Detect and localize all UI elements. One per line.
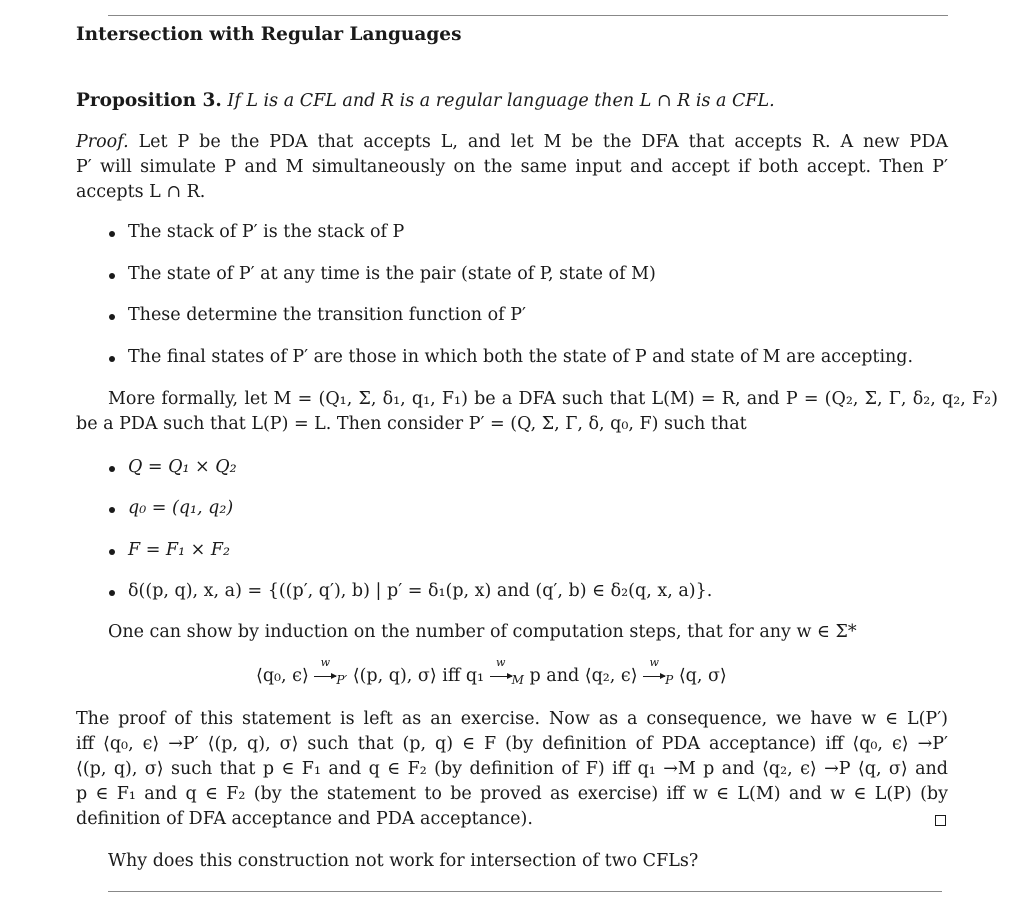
display-sub-2: M xyxy=(511,673,524,687)
bullet-dot xyxy=(109,273,115,279)
display-left: ⟨q₀, ϵ⟩ xyxy=(256,666,309,686)
qed-square-icon xyxy=(935,815,946,826)
proposition xyxy=(76,90,775,111)
bullet-dot xyxy=(109,356,115,362)
proof-line-3: accepts L ∩ R. xyxy=(76,182,206,202)
right-arrow-icon: w xyxy=(643,666,665,686)
display-right: ⟨q, σ⟩ xyxy=(678,666,727,686)
formal-line-2: be a PDA such that L(P) = L. Then consider P′ = (Q, Σ, Γ, δ, q₀, F) such that xyxy=(76,414,747,434)
bullet-item: These determine the transition function of P′ xyxy=(128,305,526,325)
bullet-item: The final states of P′ are those in which both the state of P and state of M are accepting. xyxy=(128,347,914,367)
conclusion-line-2: iff ⟨q₀, ϵ⟩ →P′ ⟨(p, q), σ⟩ such that (p, q) ∈ F (by definition of PDA acceptance) iff ⟨q₀, ϵ⟩ →P′ xyxy=(76,734,948,754)
conclusion-line-4: p ∈ F₁ and q ∈ F₂ (by the statement to be proved as exercise) iff w ∈ L(M) and w ∈ L(P) (by xyxy=(76,784,948,804)
display-sub-1: P′ xyxy=(336,673,348,687)
proof-text-1: Let P be the PDA that accepts L, and let M be the DFA that accepts R. A new PDA xyxy=(138,132,948,152)
right-arrow-icon: w xyxy=(490,666,512,686)
bullet-dot xyxy=(109,549,115,555)
bottom-rule xyxy=(108,891,942,892)
proof-label: Proof. xyxy=(76,132,129,152)
display-sub-3: P xyxy=(665,673,674,687)
bullet-dot xyxy=(109,466,115,472)
right-arrow-icon: w xyxy=(314,666,336,686)
bullet-dot xyxy=(109,231,115,237)
bullet-item: The stack of P′ is the stack of P xyxy=(128,222,405,242)
closing-question: Why does this construction not work for intersection of two CFLs? xyxy=(108,851,699,871)
bullet-item: δ((p, q), x, a) = {((p′, q′), b) | p′ = δ₁(p, x) and (q′, b) ∈ δ₂(q, x, a)}. xyxy=(128,581,713,601)
bullet-dot xyxy=(109,507,115,513)
bullet-dot xyxy=(109,590,115,596)
display-mid-1: ⟨(p, q), σ⟩ iff q₁ xyxy=(352,666,485,686)
display-equation xyxy=(256,656,727,687)
proposition-statement: If L is a CFL and R is a regular language then L ∩ R is a CFL. xyxy=(227,91,775,111)
bullet-item: The state of P′ at any time is the pair (state of P, state of M) xyxy=(128,264,656,284)
section-heading: Intersection with Regular Languages xyxy=(76,24,462,45)
bullet-item: Q = Q₁ × Q₂ xyxy=(128,457,237,477)
conclusion-line-3: ⟨(p, q), σ⟩ such that p ∈ F₁ and q ∈ F₂ (by definition of F) iff q₁ →M p and ⟨q₂, ϵ⟩ →P ⟨q, σ⟩ and xyxy=(76,759,948,779)
display-mid-2: p and ⟨q₂, ϵ⟩ xyxy=(529,666,638,686)
proposition-label: Proposition 3. xyxy=(76,90,222,111)
top-rule xyxy=(108,15,948,16)
proof-line-1 xyxy=(76,132,948,152)
induction-text: One can show by induction on the number of computation steps, that for any w ∈ Σ* xyxy=(108,622,857,642)
bullet-item: F = F₁ × F₂ xyxy=(128,540,231,560)
conclusion-line-5: definition of DFA acceptance and PDA acceptance). xyxy=(76,809,533,829)
bullet-item: q₀ = (q₁, q₂) xyxy=(128,498,234,518)
conclusion-line-1: The proof of this statement is left as an exercise. Now as a consequence, we have w ∈ L(P′) xyxy=(76,709,948,729)
bullet-dot xyxy=(109,314,115,320)
formal-line-1: More formally, let M = (Q₁, Σ, δ₁, q₁, F₁) be a DFA such that L(M) = R, and P = (Q₂, Σ, Γ, δ₂, q₂, F₂) xyxy=(108,389,998,409)
proof-line-2: P′ will simulate P and M simultaneously on the same input and accept if both accept. Then P′ xyxy=(76,157,948,177)
